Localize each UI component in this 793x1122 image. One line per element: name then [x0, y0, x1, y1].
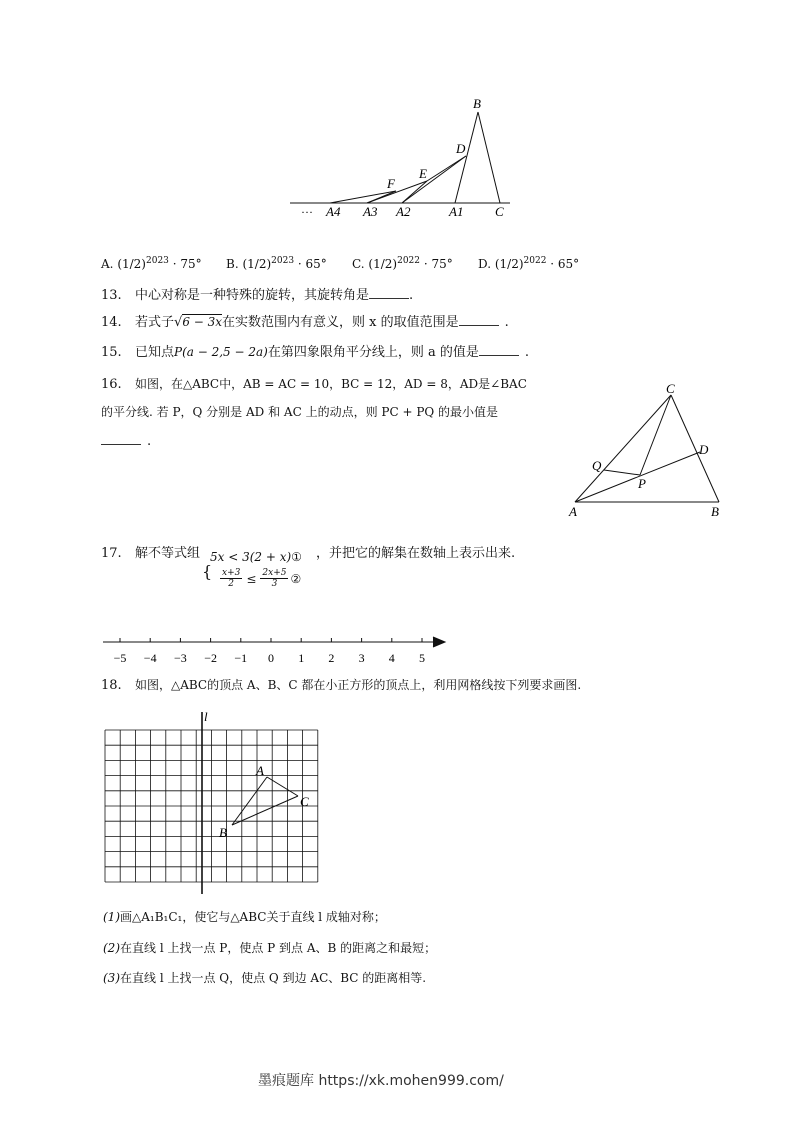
fraction-numerator: x+3	[222, 568, 241, 578]
question-text: 的平分线. 若 P，Q 分别是 AD 和 AC 上的动点，则 PC + PQ 的最小值是	[101, 405, 499, 419]
question-text: 在实数范围内有意义，则 x 的取值范围是	[222, 315, 459, 330]
question-13	[101, 286, 413, 305]
sub-question-3	[103, 969, 426, 987]
question-text: 中心对称是一种特殊的旋转，其旋转角是	[135, 288, 370, 303]
question-14	[101, 313, 509, 332]
label-q: Q	[592, 458, 602, 473]
question-text: ，并把它的解集在数轴上表示出来.	[316, 546, 516, 561]
answer-blank[interactable]	[369, 286, 409, 299]
option-b[interactable]	[226, 252, 327, 273]
question-16-line2	[101, 403, 498, 422]
relation: ≤	[246, 571, 257, 586]
figure-q12	[285, 92, 525, 224]
sub-number: (1)	[103, 910, 120, 924]
option-base: (1/2)	[494, 257, 524, 271]
question-number: 17.	[101, 546, 122, 561]
option-base: (1/2)	[117, 257, 146, 271]
fraction-denominator: 2	[228, 579, 235, 589]
question-text: 解不等式组	[135, 546, 201, 561]
number-line-tick-label: −1	[234, 651, 248, 665]
answer-blank[interactable]	[459, 313, 499, 326]
question-end: .	[524, 345, 530, 360]
inequality-1	[210, 548, 302, 566]
answer-blank[interactable]	[101, 432, 141, 445]
label-b: B	[711, 504, 719, 519]
point-expression: P(a − 2,5 − 2a)	[174, 345, 268, 359]
radical-content: 6 − 3𝑥	[182, 315, 223, 329]
number-line-tick-label: 5	[419, 651, 425, 665]
number-line-tick-label: −4	[143, 651, 157, 665]
option-letter: D.	[478, 257, 492, 271]
number-line	[100, 632, 455, 672]
option-tail: · 75°	[423, 257, 453, 271]
label-a: A	[256, 763, 264, 778]
number-line-tick-label: 1	[298, 651, 305, 665]
option-letter: B.	[226, 257, 239, 271]
question-15	[101, 343, 529, 362]
number-line-tick-label: 3	[358, 651, 365, 665]
sub-text: 在直线 l 上找一点 P，使点 P 到点 A、B 的距离之和最短；	[120, 941, 437, 955]
label-c: C	[300, 794, 309, 809]
label-c: C	[666, 381, 675, 396]
question-17	[101, 545, 200, 563]
inequality-expr: 5x < 3(2 + x)	[210, 550, 292, 564]
question-text: 如图，△ABC的顶点 A、B、C 都在小正方形的顶点上，利用网格线按下列要求画图.	[135, 678, 582, 692]
question-end: .	[504, 315, 509, 330]
option-a[interactable]	[101, 252, 202, 273]
number-line-tick-label: 0	[268, 651, 274, 665]
figure-q16	[560, 380, 740, 520]
label-d: D	[699, 442, 709, 457]
question-number: 15.	[101, 345, 122, 360]
question-end: .	[147, 434, 152, 449]
sub-number: (2)	[103, 941, 120, 955]
question-number: 16.	[101, 377, 122, 392]
option-letter: C.	[352, 257, 365, 271]
inequality-2	[220, 568, 301, 589]
label-l: l	[204, 709, 208, 724]
label-a3: A3	[363, 204, 378, 219]
option-exp: 2023	[271, 256, 295, 266]
label-a1: A1	[449, 204, 464, 219]
footer-watermark: 墨痕题库 https://xk.mohen999.com/	[258, 1073, 504, 1089]
question-17-tail	[316, 545, 515, 563]
label-e: E	[419, 166, 427, 181]
question-text: 在第四象限角平分线上，则 a 的值是	[267, 345, 479, 360]
label-a2: A2	[396, 204, 411, 219]
option-tail: · 75°	[172, 257, 202, 271]
option-exp: 2022	[523, 256, 547, 266]
option-tail: · 65°	[550, 257, 580, 271]
label-dots: ···	[301, 205, 313, 219]
question-text: 已知点	[135, 345, 175, 360]
number-line-tick-label: −2	[204, 651, 217, 665]
label-f: F	[387, 176, 395, 191]
question-number: 14.	[101, 315, 122, 330]
option-exp: 2022	[397, 256, 420, 266]
number-line-tick-label: 4	[388, 651, 395, 665]
sub-text: 在直线 l 上找一点 Q，使点 Q 到边 AC、BC 的距离相等.	[120, 971, 427, 985]
number-line-tick-label: −5	[113, 651, 127, 665]
option-base: (1/2)	[368, 257, 398, 271]
label-c: C	[495, 204, 504, 219]
mark-circle: ①	[291, 550, 302, 564]
system-brace: {	[202, 562, 213, 581]
answer-blank[interactable]	[479, 343, 519, 356]
option-d[interactable]	[478, 252, 579, 273]
question-number: 13.	[101, 288, 122, 303]
option-letter: A.	[101, 257, 114, 271]
question-end: .	[409, 288, 414, 303]
radical-sign: √	[174, 315, 183, 330]
fraction-numerator: 2x+5	[262, 568, 287, 578]
label-a4: A4	[326, 204, 341, 219]
option-exp: 2023	[146, 256, 169, 266]
question-18	[101, 676, 581, 695]
sub-question-1	[103, 908, 386, 926]
grid-lines	[105, 730, 318, 882]
sub-number: (3)	[103, 971, 120, 985]
label-b: B	[473, 96, 481, 111]
question-text: 若式子	[135, 315, 175, 330]
label-b: B	[219, 825, 227, 840]
label-a: A	[569, 504, 577, 519]
figure-q18-grid	[95, 706, 330, 898]
question-number: 18.	[101, 678, 122, 693]
mark-circle: ②	[290, 571, 302, 586]
option-tail: · 65°	[297, 257, 327, 271]
option-c[interactable]	[352, 252, 453, 273]
label-d: D	[456, 141, 466, 156]
option-base: (1/2)	[242, 257, 272, 271]
fraction-denominator: 3	[271, 579, 278, 589]
question-16-line3	[101, 432, 151, 451]
sub-text: 画△A₁B₁C₁，使它与△ABC关于直线 l 成轴对称；	[120, 910, 386, 924]
number-line-tick-label: −3	[174, 651, 187, 665]
label-p: P	[638, 476, 646, 491]
sub-question-2	[103, 939, 436, 957]
number-line-tick-label: 2	[328, 651, 335, 665]
question-16-line1	[101, 375, 527, 394]
question-text: 如图，在△ABC中，AB = AC = 10，BC = 12，AD = 8，AD是∠BAC	[135, 377, 527, 391]
